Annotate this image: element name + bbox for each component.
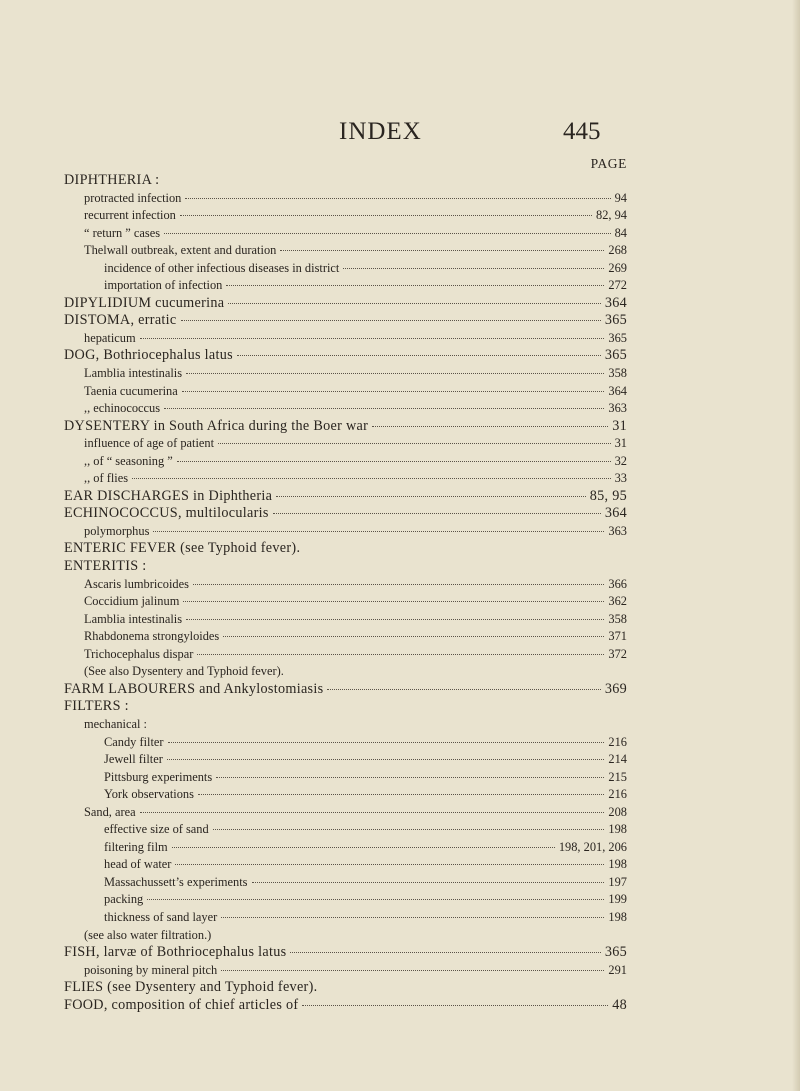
dot-leader [290, 952, 600, 953]
index-entry-label: head of water [104, 857, 172, 872]
index-entry-label: filtering film [104, 839, 168, 854]
index-entry-pages: 32 [614, 453, 627, 468]
index-entry [64, 856, 627, 874]
index-entry [64, 839, 627, 857]
index-entry-pages: 216 [608, 787, 627, 802]
dot-leader [213, 829, 605, 830]
index-entry-label: (See also Dysentery and Typhoid fever). [84, 664, 284, 679]
index-entry [64, 277, 627, 295]
index-entry [64, 716, 627, 734]
index-entry-label: Coccidium jalinum [84, 594, 180, 609]
dot-leader [252, 882, 605, 883]
index-entry-label: effective size of sand [104, 822, 209, 837]
index-entry-pages: 365 [608, 330, 627, 345]
index-entry [64, 558, 627, 576]
page-edge-shadow [792, 0, 800, 1091]
index-entry-label: thickness of sand layer [104, 909, 218, 924]
page-number: 445 [563, 118, 601, 145]
index-entry-label: ,, echinococcus [84, 401, 161, 416]
index-entry-label: ENTERITIS : [64, 558, 147, 575]
dot-leader [327, 689, 600, 690]
dot-leader [140, 812, 605, 813]
page-column-heading: PAGE [590, 156, 627, 171]
index-entry-pages: 366 [608, 576, 627, 591]
dot-leader [182, 391, 605, 392]
dot-leader [180, 215, 592, 216]
index-entry [64, 962, 627, 980]
index-entry [64, 172, 627, 190]
index-entry-label: Pittsburg experiments [104, 769, 213, 784]
index-entry-label: Lamblia intestinalis [84, 611, 183, 626]
index-entry [64, 435, 627, 453]
dot-leader [140, 338, 605, 339]
index-entry-pages: 208 [608, 804, 627, 819]
index-entry-label: Jewell filter [104, 752, 163, 767]
index-entry [64, 997, 627, 1015]
page-header [0, 118, 800, 152]
index-entry-pages: 291 [608, 962, 627, 977]
index-entry [64, 821, 627, 839]
dot-leader [216, 777, 604, 778]
dot-leader [177, 461, 611, 462]
index-entry [64, 804, 627, 822]
index-entries [64, 172, 627, 1014]
index-entry-label: DYSENTERY in South Africa during the Boer war [64, 417, 369, 434]
index-entry [64, 681, 627, 699]
dot-leader [237, 355, 601, 356]
dot-leader [186, 619, 604, 620]
index-entry-label: Trichocephalus dispar [84, 646, 194, 661]
index-entry [64, 295, 627, 313]
index-entry [64, 734, 627, 752]
index-entry-pages: 269 [608, 260, 627, 275]
index-entry-pages: 364 [604, 294, 627, 311]
index-entry-pages: 268 [608, 243, 627, 258]
index-entry-label: ENTERIC FEVER (see Typhoid fever). [64, 540, 301, 557]
index-entry [64, 540, 627, 558]
index-entry-label: DOG, Bothriocephalus latus [64, 347, 233, 364]
index-entry-label: recurrent infection [84, 208, 176, 223]
index-entry [64, 260, 627, 278]
dot-leader [228, 303, 600, 304]
dot-leader [276, 496, 586, 497]
index-entry-label: importation of infection [104, 278, 223, 293]
dot-leader [168, 742, 605, 743]
dot-leader [172, 847, 555, 848]
index-entry [64, 242, 627, 260]
index-entry [64, 225, 627, 243]
index-entry-label: incidence of other infectious diseases in district [104, 260, 340, 275]
dot-leader [175, 864, 604, 865]
index-entry [64, 365, 627, 383]
dot-leader [218, 443, 611, 444]
index-entry [64, 470, 627, 488]
index-entry [64, 330, 627, 348]
index-entry-pages: 216 [608, 734, 627, 749]
index-entry-pages: 362 [608, 594, 627, 609]
dot-leader [193, 584, 604, 585]
dot-leader [221, 917, 604, 918]
index-entry-label: Ascaris lumbricoides [84, 576, 189, 591]
index-entry-label: mechanical : [84, 716, 147, 731]
index-entry-pages: 215 [608, 769, 627, 784]
index-entry-label: FISH, larvæ of Bothriocephalus latus [64, 944, 287, 961]
dot-leader [372, 426, 608, 427]
dot-leader [226, 285, 604, 286]
index-entry-label: EAR DISCHARGES in Diphtheria [64, 487, 273, 504]
index-entry-label: Lamblia intestinalis [84, 366, 183, 381]
index-entry [64, 207, 627, 225]
index-entry-pages: 198 [608, 857, 627, 872]
index-entry [64, 944, 627, 962]
index-entry [64, 611, 627, 629]
index-entry [64, 383, 627, 401]
dot-leader [183, 601, 604, 602]
dot-leader [185, 198, 610, 199]
index-entry-label: protracted infection [84, 190, 182, 205]
index-entry-pages: 365 [604, 944, 627, 961]
index-entry-pages: 33 [614, 471, 627, 486]
index-entry-label: ,, of flies [84, 471, 129, 486]
index-entry-pages: 371 [608, 629, 627, 644]
dot-leader [132, 478, 611, 479]
index-entry-pages: 31 [614, 436, 627, 451]
index-entry-label: Rhabdonema strongyloides [84, 629, 220, 644]
index-entry-pages: 198 [608, 909, 627, 924]
index-entry [64, 576, 627, 594]
index-entry-pages: 214 [608, 752, 627, 767]
index-entry [64, 488, 627, 506]
index-entry [64, 418, 627, 436]
index-entry [64, 751, 627, 769]
index-entry-label: DIPHTHERIA : [64, 172, 160, 188]
index-entry [64, 786, 627, 804]
index-entry-label: York observations [104, 787, 194, 802]
index-entry-pages: 31 [612, 417, 627, 434]
index-entry-pages: 363 [608, 523, 627, 538]
index-entry [64, 190, 627, 208]
index-entry-label: Thelwall outbreak, extent and duration [84, 243, 277, 258]
index-entry-pages: 94 [614, 190, 627, 205]
index-entry-pages: 84 [614, 225, 627, 240]
index-entry-label: Massachussett’s experiments [104, 874, 248, 889]
index-entry-pages: 198, 201, 206 [558, 839, 627, 854]
index-entry [64, 891, 627, 909]
index-entry-pages: 358 [608, 366, 627, 381]
dot-leader [221, 970, 604, 971]
index-entry-label: poisoning by mineral pitch [84, 962, 218, 977]
index-entry-label: DIPYLIDIUM cucumerina [64, 294, 225, 311]
index-entry [64, 593, 627, 611]
index-entry [64, 927, 627, 945]
index-entry [64, 453, 627, 471]
index-entry [64, 400, 627, 418]
dot-leader [197, 654, 604, 655]
index-entry-label: FARM LABOURERS and Ankylostomiasis [64, 680, 324, 697]
dot-leader [167, 759, 605, 760]
index-entry-label: ECHINOCOCCUS, multilocularis [64, 505, 269, 522]
index-entry [64, 769, 627, 787]
index-entry-pages: 365 [604, 347, 627, 364]
index-entry-label: Candy filter [104, 734, 164, 749]
index-entry [64, 979, 627, 997]
index-entry [64, 312, 627, 330]
dot-leader [280, 250, 604, 251]
index-entry-label: FOOD, composition of chief articles of [64, 996, 299, 1013]
index-entry-pages: 199 [608, 892, 627, 907]
index-entry-label: “ return ” cases [84, 225, 161, 240]
dot-leader [273, 513, 601, 514]
index-entry [64, 505, 627, 523]
index-entry-pages: 85, 95 [589, 487, 627, 504]
index-entry-label: (see also water filtration.) [84, 927, 212, 942]
index-entry-pages: 365 [604, 312, 627, 329]
index-entry-pages: 198 [608, 822, 627, 837]
index-entry-label: polymorphus [84, 523, 150, 538]
index-entry [64, 347, 627, 365]
dot-leader [153, 531, 604, 532]
index-entry [64, 663, 627, 681]
index-entry-label: influence of age of patient [84, 436, 215, 451]
index-entry [64, 646, 627, 664]
dot-leader [164, 233, 611, 234]
index-entry [64, 523, 627, 541]
index-entry-label: FLIES (see Dysentery and Typhoid fever). [64, 979, 318, 996]
index-entry-label: packing [104, 892, 144, 907]
dot-leader [186, 373, 604, 374]
index-entry [64, 628, 627, 646]
index-entry-pages: 369 [604, 680, 627, 697]
index-entry-pages: 48 [612, 996, 627, 1013]
index-entry [64, 698, 627, 716]
dot-leader [343, 268, 604, 269]
page-title: INDEX [339, 118, 422, 145]
index-entry-pages: 272 [608, 278, 627, 293]
index-entry-pages: 82, 94 [596, 208, 627, 223]
index-entry-label: Sand, area [84, 804, 136, 819]
dot-leader [181, 320, 601, 321]
index-entry [64, 909, 627, 927]
dot-leader [147, 899, 604, 900]
index-entry-pages: 364 [608, 383, 627, 398]
dot-leader [223, 636, 604, 637]
dot-leader [198, 794, 604, 795]
index-entry-pages: 197 [608, 874, 627, 889]
index-entry-pages: 358 [608, 611, 627, 626]
dot-leader [302, 1005, 608, 1006]
index-entry-label: Taenia cucumerina [84, 383, 178, 398]
index-entry-pages: 363 [608, 401, 627, 416]
index-entry-pages: 372 [608, 646, 627, 661]
index-entry-label: ,, of “ seasoning ” [84, 453, 173, 468]
index-entry-label: hepaticum [84, 330, 136, 345]
index-entry-label: DISTOMA, erratic [64, 312, 177, 329]
dot-leader [164, 408, 604, 409]
index-entry-pages: 364 [604, 505, 627, 522]
index-entry [64, 874, 627, 892]
index-entry-label: FILTERS : [64, 698, 129, 715]
